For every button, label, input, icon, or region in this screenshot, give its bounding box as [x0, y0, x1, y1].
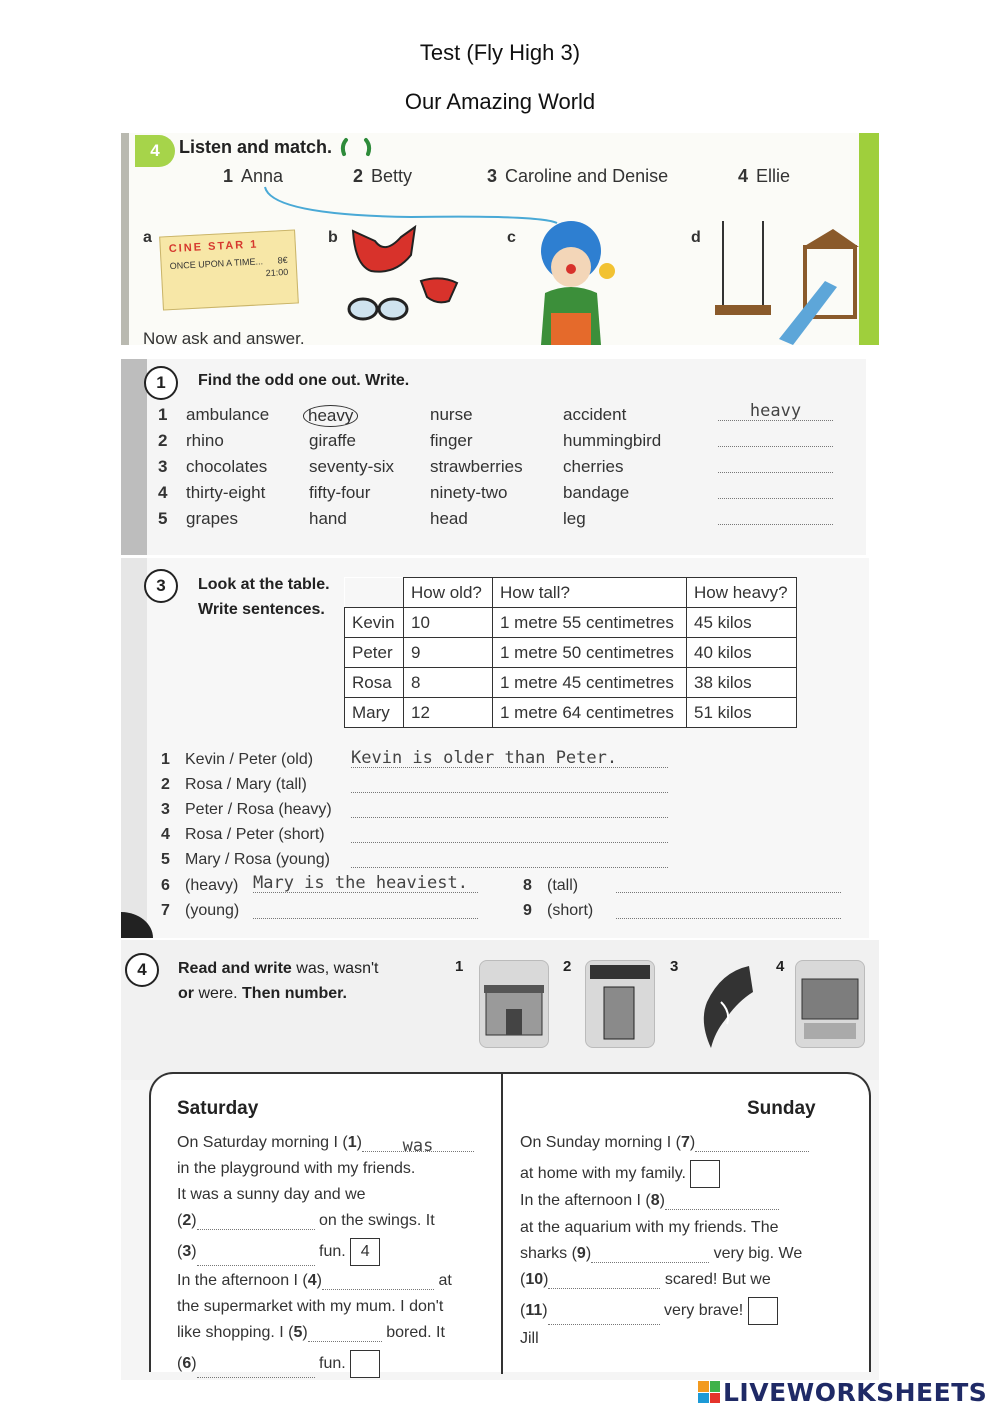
sentence-row: 4 Rosa / Peter (short): [161, 826, 325, 843]
read-and-write-exercise: [121, 940, 879, 1380]
text-line: in the playground with my friends.: [177, 1160, 416, 1177]
row-number: 5: [158, 509, 168, 528]
swimsuit-goggles-image: [345, 225, 465, 331]
text-line: On Sunday morning I (7): [520, 1134, 809, 1152]
table-cell: 40 kilos: [687, 638, 797, 668]
table-cell: Mary: [345, 698, 404, 728]
book-spine: [501, 1074, 503, 1374]
sentence-answer-field[interactable]: [351, 798, 668, 818]
text-line: It was a sunny day and we: [177, 1186, 366, 1203]
word: thirty-eight: [186, 483, 266, 502]
exercise-heading: Find the odd one out. Write.: [198, 372, 410, 389]
word: bandage: [563, 483, 630, 502]
exercise-heading-line1: Look at the table.: [198, 576, 330, 593]
table-corner-cell: [345, 578, 404, 608]
building-icon: [480, 961, 548, 1047]
table-header-row: [345, 578, 797, 608]
word: chocolates: [186, 457, 268, 476]
ticket-brand: CINE STAR 1: [168, 238, 259, 256]
word: ninety-two: [430, 483, 508, 502]
exercise-number-badge: 4: [135, 135, 175, 167]
exercise-footer: Now ask and answer.: [143, 329, 305, 345]
row-number: 4: [158, 483, 168, 502]
exercise-heading-line2: Write sentences.: [198, 601, 325, 618]
table-cell: 45 kilos: [687, 608, 797, 638]
exercise-heading-line2: or were. Then number.: [178, 985, 347, 1002]
picture-number: 2: [563, 958, 572, 975]
logo-mark-icon: [698, 1381, 720, 1403]
table-row: [345, 698, 797, 728]
row-number: 3: [158, 457, 168, 476]
logo-text: LIVEWORKSHEETS: [723, 1377, 988, 1407]
name-4: 4 Ellie: [738, 166, 791, 186]
blank-answer-3[interactable]: [197, 1250, 315, 1266]
word: strawberries: [430, 457, 523, 476]
name-3: 3 Caroline and Denise: [487, 166, 669, 186]
word: rhino: [186, 431, 224, 450]
word: seventy-six: [309, 457, 395, 476]
page-title: Test (Fly High 3): [419, 40, 581, 65]
text-line: In the afternoon I (4) at: [177, 1272, 452, 1289]
answer-field[interactable]: [718, 453, 833, 473]
page-subtitle: Our Amazing World: [404, 89, 596, 114]
row-number: 2: [158, 431, 168, 450]
ticket-price: 8€: [277, 254, 288, 266]
text-line: sharks (9) very big. We: [520, 1245, 803, 1262]
decorative-bar: [121, 359, 147, 555]
table-cell: 51 kilos: [687, 698, 797, 728]
table-row: [345, 608, 797, 638]
ticket-time: 21:00: [265, 266, 289, 279]
option-letter-d: d: [691, 229, 701, 246]
supermarket-image: [479, 960, 549, 1048]
data-table: [344, 577, 797, 728]
sentence-answer-field[interactable]: [351, 823, 668, 843]
word-circled: heavy: [303, 405, 358, 427]
text-line: (10) scared! But we: [520, 1271, 771, 1288]
answer-field[interactable]: [718, 505, 833, 525]
word: fifty-four: [309, 483, 371, 502]
odd-one-out-exercise: [121, 359, 866, 555]
table-header-cell: How heavy?: [687, 578, 797, 608]
answer-field[interactable]: [718, 427, 833, 447]
option-letter-a: a: [143, 229, 152, 246]
exercise-heading-line1: Read and write was, wasn't: [178, 960, 379, 977]
text-line: (11) very brave!: [520, 1297, 778, 1325]
sentence-answer-field[interactable]: [351, 773, 668, 793]
table-cell: Peter: [345, 638, 404, 668]
word-row: [158, 509, 838, 533]
option-letter-c: c: [507, 229, 516, 246]
shark-image: [691, 962, 757, 1052]
word: hand: [309, 509, 347, 528]
table-header-cell: How old?: [404, 578, 493, 608]
word: cherries: [563, 457, 624, 476]
decorative-corner: [121, 912, 153, 938]
word: ambulance: [186, 405, 270, 424]
word: head: [430, 509, 468, 528]
table-cell: Rosa: [345, 668, 404, 698]
listen-and-match-exercise: [121, 133, 879, 345]
swing-slide-image: [709, 221, 869, 345]
word: accident: [563, 405, 627, 424]
table-cell: 10: [404, 608, 493, 638]
sentence-answer-field[interactable]: [253, 899, 478, 919]
saturday-title: Saturday: [177, 1098, 259, 1119]
decorative-bar: [121, 558, 147, 938]
signature-text: Jill: [520, 1330, 539, 1347]
exercise-number-circle: 3: [144, 569, 178, 603]
blank-answer-4[interactable]: [322, 1274, 434, 1290]
table-cell: 12: [404, 698, 493, 728]
word: grapes: [186, 509, 238, 528]
sentence-row: 6 (heavy): [161, 877, 239, 894]
table-cell: 9: [404, 638, 493, 668]
text-line: (3) fun. 4: [177, 1238, 380, 1266]
table-header-cell: How tall?: [493, 578, 687, 608]
picture-number: 1: [455, 958, 464, 975]
table-row: [345, 668, 797, 698]
sentence-row: 8 (tall): [523, 877, 579, 894]
exercise-heading: Listen and match.: [179, 137, 333, 157]
word-row: [158, 401, 838, 429]
sentence-answer-field[interactable]: [616, 873, 841, 893]
blank-answer-10[interactable]: [548, 1273, 660, 1289]
playground-image: [795, 960, 865, 1048]
liveworksheets-logo[interactable]: [698, 1377, 987, 1407]
exercise-number-circle: 4: [125, 953, 159, 987]
word-row: [158, 431, 838, 455]
sentence-row: 1 Kevin / Peter (old): [161, 751, 314, 768]
answer-field[interactable]: [718, 479, 833, 499]
answer-field[interactable]: heavy: [718, 401, 833, 421]
sentence-answer-field[interactable]: [616, 899, 841, 919]
sunday-title: Sunday: [747, 1098, 816, 1119]
table-cell: 1 metre 45 centimetres: [493, 668, 687, 698]
word: finger: [430, 431, 473, 450]
blank-answer-2[interactable]: [197, 1214, 315, 1230]
text-line: the supermarket with my mum. I don't: [177, 1298, 444, 1315]
sentence-row: 5 Mary / Rosa (young): [161, 851, 330, 868]
table-sentences-exercise: [121, 558, 869, 938]
name-1: 1 Anna: [223, 166, 284, 186]
sentence-row: 9 (short): [523, 902, 594, 919]
sentence-row: 2 Rosa / Mary (tall): [161, 776, 307, 793]
match-line[interactable]: [261, 185, 571, 225]
sentence-row: 7 (young): [161, 902, 240, 919]
text-line: like shopping. I (5) bored. It: [177, 1324, 445, 1341]
table-cell: 1 metre 55 centimetres: [493, 608, 687, 638]
house-door-image: [585, 960, 655, 1048]
word: nurse: [430, 405, 473, 424]
blank-answer-8[interactable]: [665, 1194, 779, 1210]
headphones-icon: [339, 136, 373, 158]
picture-number: 4: [776, 958, 785, 975]
table-cell: 8: [404, 668, 493, 698]
ticket-film: ONCE UPON A TIME...: [169, 256, 264, 272]
blank-answer-9[interactable]: [591, 1247, 709, 1263]
number-box[interactable]: [690, 1160, 720, 1188]
picture-number: 3: [670, 958, 679, 975]
text-line: On Saturday morning I (1) was: [177, 1134, 474, 1152]
blank-answer-6[interactable]: [197, 1362, 315, 1378]
sentence-row: 3 Peter / Rosa (heavy): [161, 801, 332, 818]
diary-book: [149, 1072, 871, 1372]
table-cell: 1 metre 50 centimetres: [493, 638, 687, 668]
blank-answer-7[interactable]: [695, 1136, 809, 1152]
word-row: [158, 457, 838, 481]
number-box[interactable]: [748, 1297, 778, 1325]
castle-icon: [796, 961, 864, 1047]
row-number: 1: [158, 405, 168, 424]
blank-answer-1[interactable]: was: [362, 1136, 474, 1152]
text-line: In the afternoon I (8): [520, 1192, 779, 1210]
number-box[interactable]: 4: [350, 1238, 380, 1266]
sentence-answer-field[interactable]: [351, 848, 668, 868]
cinema-ticket-image: [159, 229, 299, 310]
name-2: 2 Betty: [353, 166, 413, 186]
text-line: (6) fun.: [177, 1350, 380, 1378]
text-line: (2) on the swings. It: [177, 1212, 435, 1229]
table-cell: 38 kilos: [687, 668, 797, 698]
decorative-bar: [121, 133, 129, 345]
exercise-number-circle: 1: [144, 366, 178, 400]
blank-answer-11[interactable]: [548, 1309, 660, 1325]
word-row: [158, 483, 838, 507]
sentence-answer-field[interactable]: Kevin is older than Peter.: [351, 748, 668, 768]
option-letter-b: b: [328, 229, 338, 246]
word: giraffe: [309, 431, 356, 450]
text-line: at home with my family.: [520, 1160, 720, 1188]
table-cell: Kevin: [345, 608, 404, 638]
number-box[interactable]: [350, 1350, 380, 1378]
clown-image: [529, 221, 629, 345]
blank-answer-5[interactable]: [308, 1326, 382, 1342]
door-icon: [586, 961, 654, 1047]
word: leg: [563, 509, 586, 528]
table-row: [345, 638, 797, 668]
word: hummingbird: [563, 431, 662, 450]
text-line: at the aquarium with my friends. The: [520, 1219, 779, 1236]
sentence-answer-field[interactable]: Mary is the heaviest.: [253, 873, 478, 893]
table-cell: 1 metre 64 centimetres: [493, 698, 687, 728]
